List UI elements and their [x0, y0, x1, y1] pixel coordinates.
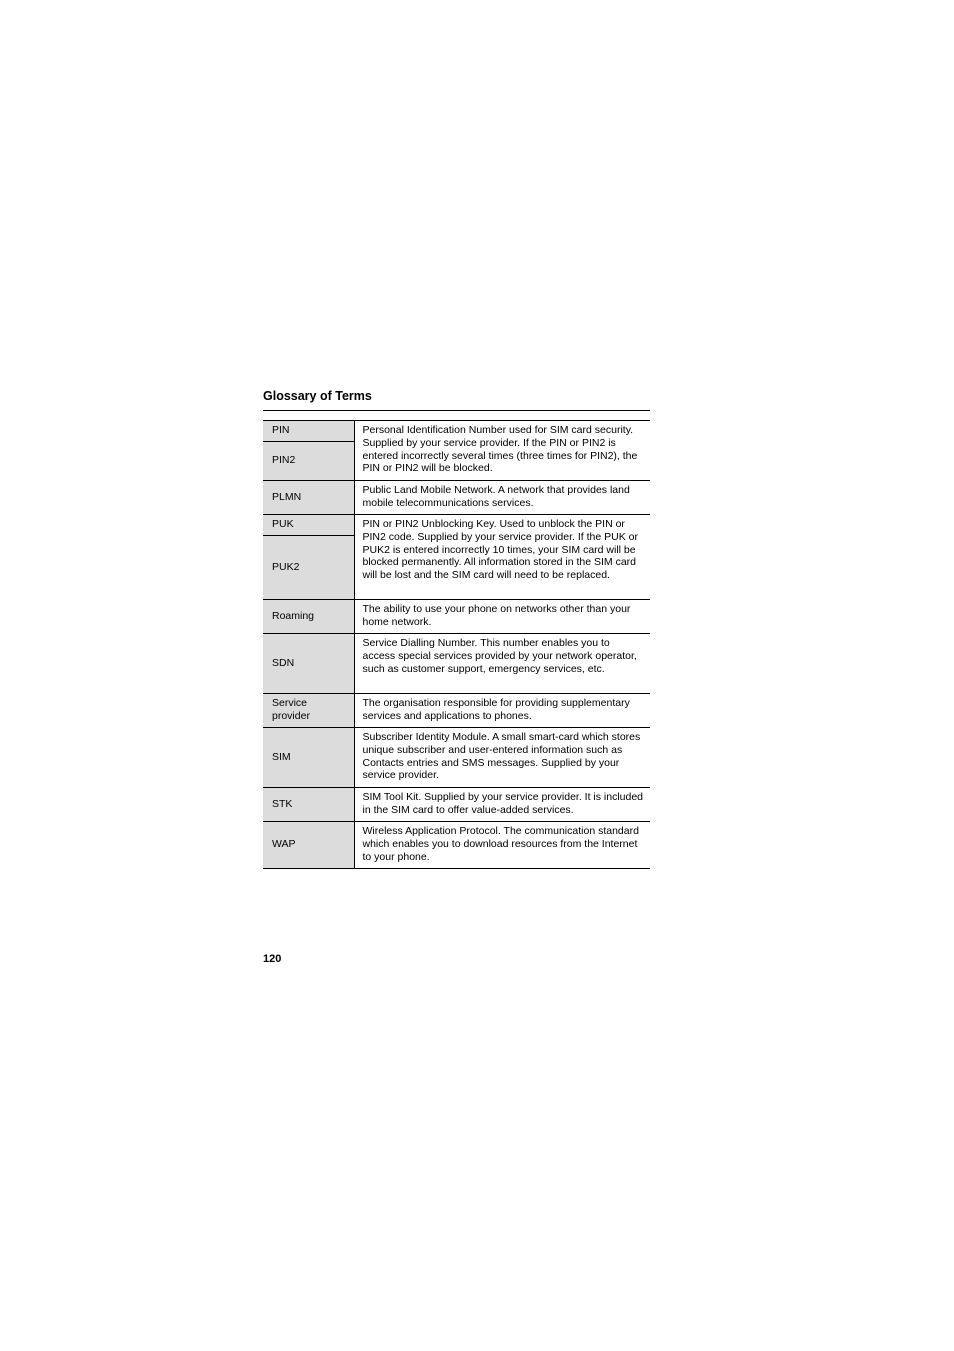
- table-row: [263, 694, 650, 728]
- glossary-table: [263, 420, 650, 869]
- definition-cell: PIN or PIN2 Unblocking Key. Used to unblock the PIN or PIN2 code. Supplied by your service provider. If the PUK or PUK2 is entered incorrectly 10 times, your SIM card will be blocked permanently. All information stored in the SIM card will be lost and the SIM card will need to be replaced.: [354, 515, 650, 600]
- table-row: [263, 788, 650, 822]
- term-cell: PUK2: [263, 536, 354, 600]
- page-title: Glossary of Terms: [263, 389, 372, 403]
- term-cell: STK: [263, 788, 354, 822]
- definition-cell: Wireless Application Protocol. The communication standard which enables you to download resources from the Internet to your phone.: [354, 822, 650, 869]
- definition-cell: Public Land Mobile Network. A network that provides land mobile telecommunications services.: [354, 481, 650, 515]
- term-cell: PIN2: [263, 442, 354, 481]
- table-row: [263, 728, 650, 788]
- definition-cell: Personal Identification Number used for SIM card security. Supplied by your service provider. If the PIN or PIN2 is entered incorrectly several times (three times for PIN2), the PIN or PIN2 will be blocked.: [354, 421, 650, 481]
- table-row: [263, 421, 650, 442]
- term-cell: PUK: [263, 515, 354, 536]
- table-row: [263, 634, 650, 694]
- term-cell: Service provider: [263, 694, 354, 728]
- definition-cell: SIM Tool Kit. Supplied by your service provider. It is included in the SIM card to offer value-added services.: [354, 788, 650, 822]
- term-cell: PIN: [263, 421, 354, 442]
- term-cell: SIM: [263, 728, 354, 788]
- table-row: [263, 481, 650, 515]
- term-cell: Roaming: [263, 600, 354, 634]
- table-row: [263, 600, 650, 634]
- term-cell: PLMN: [263, 481, 354, 515]
- page-number: 120: [263, 953, 282, 965]
- definition-cell: The organisation responsible for providing supplementary services and applications to phones.: [354, 694, 650, 728]
- definition-cell: Service Dialling Number. This number enables you to access special services provided by your network operator, such as customer support, emergency services, etc.: [354, 634, 650, 694]
- table-row: [263, 822, 650, 869]
- definition-cell: Subscriber Identity Module. A small smart-card which stores unique subscriber and user-entered information such as Contacts entries and SMS messages. Supplied by your service provider.: [354, 728, 650, 788]
- term-cell: SDN: [263, 634, 354, 694]
- definition-cell: The ability to use your phone on networks other than your home network.: [354, 600, 650, 634]
- title-divider: [263, 410, 650, 411]
- table-row: [263, 515, 650, 536]
- term-cell: WAP: [263, 822, 354, 869]
